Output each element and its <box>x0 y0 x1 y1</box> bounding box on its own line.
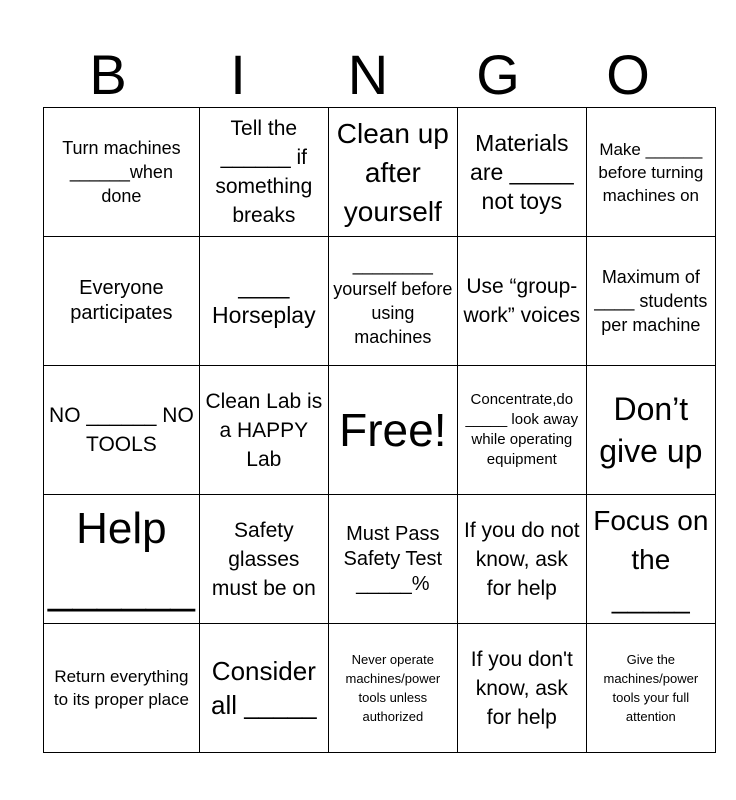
bingo-cell[interactable]: Focus on the _____ <box>586 495 715 624</box>
bingo-cell[interactable]: Materials are _____ not toys <box>457 108 586 237</box>
bingo-cell[interactable]: NO ______ NO TOOLS <box>44 366 200 495</box>
bingo-cell[interactable]: ____ Horseplay <box>199 237 328 366</box>
bingo-cell[interactable]: Use “group-work” voices <box>457 237 586 366</box>
header-letter-b: B <box>89 43 127 106</box>
bingo-cell[interactable]: Clean Lab is a HAPPY Lab <box>199 366 328 495</box>
bingo-cell[interactable]: Must Pass Safety Test _____% <box>328 495 457 624</box>
bingo-row <box>44 366 716 495</box>
free-space-cell[interactable]: Free! <box>328 366 457 495</box>
bingo-cell[interactable]: Help ______ <box>44 495 200 624</box>
bingo-card-grid <box>43 107 716 753</box>
bingo-row <box>44 495 716 624</box>
bingo-cell[interactable]: Don’t give up <box>586 366 715 495</box>
header-letter-n: N <box>347 43 389 106</box>
bingo-cell[interactable]: Maximum of ____ students per machine <box>586 237 715 366</box>
bingo-cell[interactable]: Concentrate,do _____ look away while operating equipment <box>457 366 586 495</box>
bingo-cell[interactable]: Consider all _____ <box>199 624 328 753</box>
bingo-cell[interactable]: Make ______ before turning machines on <box>586 108 715 237</box>
header-letter-g: G <box>476 43 520 106</box>
header-letter-i: I <box>230 43 246 106</box>
bingo-cell[interactable]: Turn machines ______when done <box>44 108 200 237</box>
bingo-row <box>44 108 716 237</box>
bingo-cell[interactable]: Return everything to its proper place <box>44 624 200 753</box>
bingo-header <box>43 42 693 108</box>
bingo-row <box>44 624 716 753</box>
bingo-cell[interactable]: Everyone participates <box>44 237 200 366</box>
bingo-row <box>44 237 716 366</box>
bingo-cell[interactable]: Give the machines/power tools your full attention <box>586 624 715 753</box>
bingo-cell[interactable]: Clean up after yourself <box>328 108 457 237</box>
bingo-cell[interactable]: Safety glasses must be on <box>199 495 328 624</box>
bingo-cell[interactable]: Never operate machines/power tools unless authorized <box>328 624 457 753</box>
bingo-cell[interactable]: ________ yourself before using machines <box>328 237 457 366</box>
header-letter-o: O <box>606 43 650 106</box>
bingo-cell[interactable]: If you do not know, ask for help <box>457 495 586 624</box>
bingo-cell[interactable]: Tell the ______ if something breaks <box>199 108 328 237</box>
bingo-cell[interactable]: If you don't know, ask for help <box>457 624 586 753</box>
